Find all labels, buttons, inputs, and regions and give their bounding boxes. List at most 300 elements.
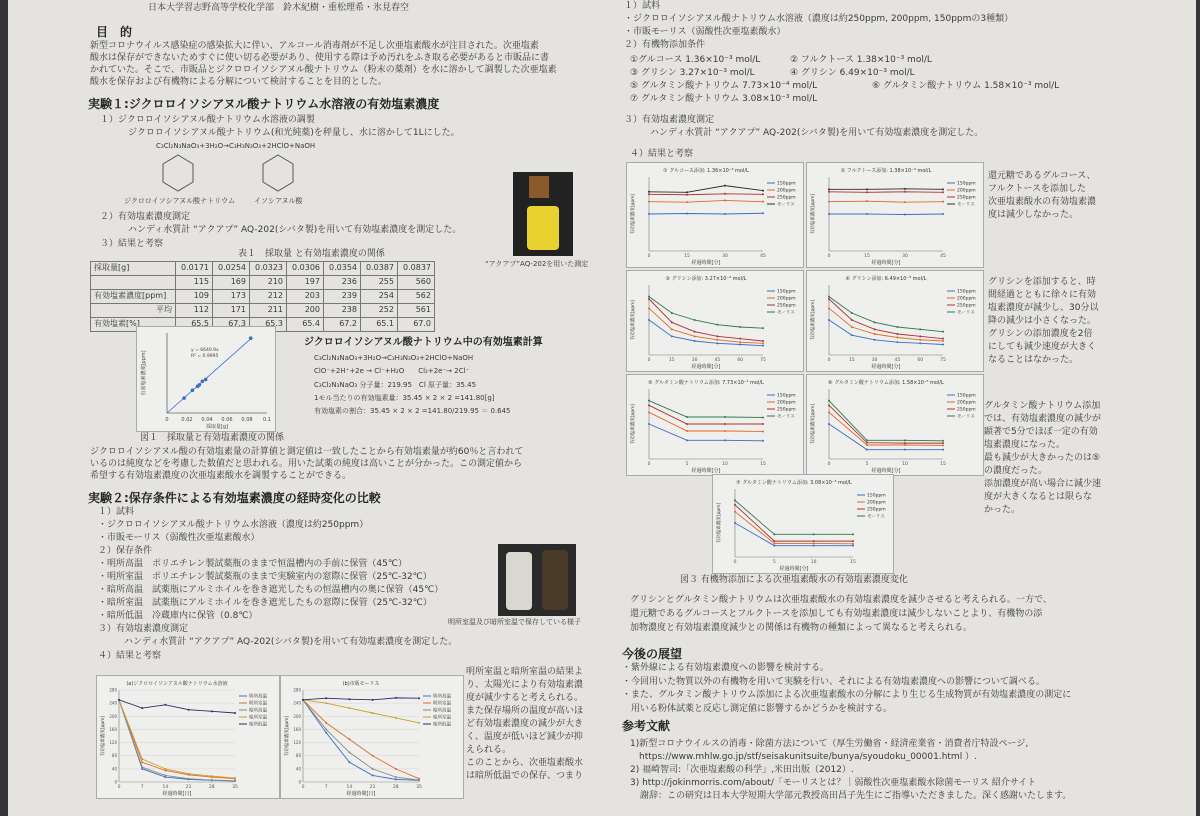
text-line: 顕著で5分でほぼ一定の有効 [984,427,1098,438]
text-line: 次亜塩素酸水の有効塩素濃 [988,197,1097,208]
subheading: ２）保存条件 [98,546,153,557]
x-tick-label: 21 [369,785,376,790]
data-point [762,327,764,329]
x-tick-label: 45 [714,358,721,363]
data-point [942,201,944,203]
list-item: ・今回用いた物質以外の有機物を用いて実験を行い、それによる有効塩素濃度への影響について調べる。 [622,676,1045,687]
y-tick-label: 280 [109,687,117,693]
data-point [648,404,650,406]
data-point [904,439,906,441]
data-point [851,319,853,321]
data-point [942,449,944,451]
x-tick-label: 5 [865,462,869,467]
data-point [866,191,868,193]
data-point [904,201,906,203]
x-tick-label: 35 [232,785,238,790]
text-line: ど有効塩素濃度の減少が大き [466,719,584,730]
data-point [874,321,876,323]
reaction-equation: C₃Cl₂N₃NaO₃+3H₂O→C₃H₃N₃O₃+2HClO+NaOH [156,142,316,150]
exp3-summary [630,594,1100,636]
r-squared-label: R² = 0.9995 [191,354,219,359]
data-point [188,773,190,775]
x-axis-label: 経過時間[分] [691,364,721,370]
exp1-s1: １）ジクロロイソシアヌル酸ナトリウム水溶液の調製 [100,115,315,125]
x-tick-label: 15 [864,254,870,259]
x-tick-label: 10 [810,560,817,565]
table-cell: 212 [250,290,287,304]
exp3-s4: ４）結果と考察 [630,149,694,159]
table-cell: 0.0354 [324,262,361,276]
data-point [942,440,944,442]
data-point [686,423,688,425]
data-point [686,191,688,193]
data-point [773,533,775,535]
fig1-chart [136,326,276,432]
legend-label: モーリス [777,414,795,420]
chart-fructose [806,162,984,268]
exp1-conclusion [90,446,605,482]
data-point [762,423,764,425]
chart-title: ⑤ グルタミン酸ナトリウム添加: 7.73×10⁻⁴ mol/L [648,380,764,386]
data-point [851,326,853,328]
future-list [622,662,1112,716]
x-tick-label: 7 [140,785,144,790]
x-tick-label: 15 [668,358,675,363]
exp1-s1-text: ジクロロイソシアヌル酸ナトリウム(和光純薬)を秤量し、水に溶かして1Lにした。 [128,128,460,138]
legend-label: 250ppm [957,303,976,309]
y-tick-label: 40 [111,766,117,772]
subheading: ３）有効塩素濃度測定 [98,624,189,635]
legend-label: 明所室温 [433,701,451,707]
table-cell: 561 [398,304,435,318]
data-point [671,321,673,323]
list-item: ・また、グルタミン酸ナトリウム添加による次亜塩素酸水の分解により生じる生成物質が有効塩素濃度の測定に [622,690,1072,700]
list-item: ・ジクロロイソシアヌル酸ナトリウム水溶液（濃度は約250ppm） [98,520,369,531]
data-point [866,213,868,215]
chart-title: ② フルクトース添加: 1.38×10⁻³ mol/L [840,168,932,174]
data-point [919,339,921,341]
series-line [649,186,763,193]
calc-line: 1モル当たりの有効塩素量：35.45 × 2 × 2 =141.80[g] [314,393,495,402]
data-point [211,710,213,712]
series-line [649,299,763,341]
series-line [303,700,419,780]
series-line [649,200,763,202]
x-axis-label: 経過時間[分] [871,468,901,474]
x-tick-label: 10 [722,462,728,467]
meter-photo [513,172,573,256]
text-line: いるのは純度などを考慮した数値だと思われる。用いた試薬の純度は高いことが分かった。この測定値から [90,459,523,470]
data-point [904,213,906,215]
legend-label: モーリス [957,202,975,208]
data-point [724,185,726,187]
legend-label: モーリス [777,310,795,316]
data-point [762,440,764,442]
data-point [648,193,650,195]
y-axis-label: 有効塩素濃度[ppm] [141,350,147,396]
x-tick-label: 14 [346,785,353,790]
data-point [762,342,764,344]
text-line: グリシンの添加濃度を2倍 [988,329,1093,340]
series-line [303,700,419,781]
table-cell: 有効塩素濃度[ppm] [91,290,176,304]
data-point [828,404,830,406]
text-line: は暗所低温での保存、つまり [466,771,584,782]
data-point [828,400,830,402]
legend-label: モーリス [957,414,975,420]
text-line: 降の減少は小さくなった。 [988,316,1097,327]
series-line [303,698,419,700]
data-point [418,697,420,699]
data-point [919,342,921,344]
data-point [234,777,236,779]
text-line: 加物濃度と有効塩素濃度減少との関係は有機物の種類によって異なると考えられる。 [630,622,973,633]
calc-line: 有効塩素の割合：35.45 × 2 × 2 =141.80/219.95 ＝ 0.645 [314,407,511,416]
table-cell: 0.0306 [287,262,324,276]
data-point [828,213,830,215]
data-point [671,335,673,337]
condition-item: ①グルコース 1.36×10⁻³ mol/L [630,55,761,65]
future-heading: 今後の展望 [622,647,683,661]
x-tick-label: 35 [416,785,422,790]
data-point [325,702,327,704]
data-point [188,709,190,711]
table-cell: 252 [361,304,398,318]
x-axis-label: 経過時間[分] [779,566,809,572]
legend-label: 200ppm [777,400,796,406]
table-cell: 0.0254 [213,262,250,276]
data-point [896,333,898,335]
table-cell: 562 [398,290,435,304]
list-item: ・明所高温 ポリエチレン製試薬瓶のままで恒温槽内の手前に保管（45℃） [98,559,407,570]
legend-label: 暗所室温 [249,715,267,721]
data-point [724,213,726,215]
legend-label: 250ppm [957,195,976,201]
table-cell: 65.4 [287,318,324,332]
data-point [716,335,718,337]
x-tick-label: 0 [165,417,169,423]
y-tick-label: 160 [109,726,117,732]
text-line: 還元糖であるグルコースとフルクトースを添加しても有効塩素濃度は減少しないことより、有機物の添 [630,608,1043,619]
table-cell: 67.2 [324,318,361,332]
y-axis-label: 有効塩素濃度[ppm] [631,403,636,445]
condition-item: ② フルクトース 1.38×10⁻³ mol/L [790,55,932,65]
data-point [942,442,944,444]
x-tick-label: 30 [722,254,728,259]
data-point [395,697,397,699]
legend-label: 150ppm [957,289,976,295]
series-line [649,401,763,418]
data-point [813,545,815,547]
list-item: ・紫外線による有効塩素濃度への影響を検討する。 [622,663,830,673]
data-point [852,540,854,542]
legend-label: 150ppm [777,181,796,187]
reference-item: 1)新型コロナウイルスの消毒・除菌方法について（厚生労働省・経済産業省・消費者庁特設ページ, [630,739,1029,749]
legend-label: 暗所高温 [249,708,267,714]
x-tick-label: 45 [760,254,766,259]
text-line: 度が減少すると考えられる。 [466,693,584,704]
data-point [418,779,420,781]
y-tick-label: 200 [293,713,301,719]
table-cell: 採取量[g] [91,262,176,276]
list-item: 用いる粉体試薬と反応し測定値に影響するかどうかを検討する。 [622,703,893,714]
data-point [866,188,868,190]
table-cell: 115 [176,276,213,290]
series-line [303,700,419,779]
data-point [141,707,143,709]
data-point [372,712,374,714]
text-line: 還元糖であるグルコース、 [988,171,1096,181]
x-tick-label: 0 [827,358,831,363]
regression-equation: y = 6640.9x [191,348,219,353]
data-point [942,213,944,215]
text-line: なることはなかった。 [988,355,1079,366]
data-point [164,768,166,770]
data-point [648,213,650,215]
data-point [866,442,868,444]
y-axis-label: 有効塩素濃度[ppm] [285,715,290,757]
additive-conditions [630,54,1090,106]
x-tick-label: 0 [647,254,651,259]
series-line [735,505,853,541]
data-point [828,319,830,321]
data-point [648,411,650,413]
table-row [91,304,435,318]
legend-label: 250ppm [867,507,886,513]
data-point [325,722,327,724]
data-point [904,191,906,193]
chart-title: ④ グリシン添加: 6.49×10⁻³ mol/L [845,276,927,282]
data-point [762,193,764,195]
list-item: ハンディ水質計 “アクアプ” AQ-202(シバタ製)を用いて有効塩素濃度を測定した。 [124,637,458,648]
data-point [686,430,688,432]
data-point [686,201,688,203]
series-line [649,424,763,441]
table-cell: 有効塩素[%] [91,318,176,332]
series-line [829,424,943,450]
text-line: では、有効塩素濃度の減少が [984,414,1102,425]
data-point [686,194,688,196]
table-row [91,262,435,276]
x-tick-label: 5 [772,560,776,565]
text-line: えられる。 [466,745,512,756]
series-line [735,512,853,544]
data-point [896,337,898,339]
text-line: 新型コロナウイルス感染症の感染拡大に伴い、アルコール消毒剤が不足し次亜塩素酸水が注目された。次亜塩素 [90,41,539,51]
x-tick-label: 15 [850,560,856,565]
legend-label: 150ppm [777,393,796,399]
chart-glycine-2 [806,270,984,372]
data-point [852,545,854,547]
y-tick-label: 280 [293,687,301,693]
x-tick-label: 15 [848,358,855,363]
legend-label: 250ppm [777,195,796,201]
data-point [325,728,327,730]
condition-item: ⑦ グルタミン酸ナトリウム 3.08×10⁻³ mol/L [630,94,818,105]
data-point [694,335,696,337]
series-line [735,500,853,534]
x-tick-label: 30 [691,358,698,363]
refs-list [630,738,1110,803]
table1 [90,261,435,332]
data-point [866,439,868,441]
data-point [648,423,650,425]
data-point [724,416,726,418]
text-line: グリシンとグルタミン酸ナトリウムは次亜塩素酸水の有効塩素濃度を減少させると考えられる。一方で、 [630,595,1052,605]
data-point [904,188,906,190]
series-line [829,405,943,443]
text-line: 度が大きくなるとは限らな [984,492,1093,503]
y-axis-label: 有効塩素濃度[ppm] [811,403,816,445]
data-point [739,338,741,340]
note-glutamate [984,400,1101,517]
data-point [942,344,944,346]
exp1-s3: ３）結果と考察 [100,239,164,249]
series-line [829,201,943,202]
data-point [739,326,741,328]
x-axis-label: 経過時間[分] [871,260,901,266]
data-point [164,774,166,776]
x-tick-label: 15 [940,462,946,467]
legend-label: 明所高温 [249,694,267,700]
text-line: また保存場所の温度が高いほ [466,706,584,717]
table-cell: 0.0171 [176,262,213,276]
table-cell: 560 [398,276,435,290]
data-point [249,336,253,340]
table-cell: 平均 [91,304,176,318]
data-point [866,449,868,451]
series-line [649,297,763,329]
data-point [896,326,898,328]
x-tick-label: 0 [733,560,737,565]
y-tick-label: 80 [111,753,117,759]
label-isocyanuric-acid: イソシアヌル酸 [254,197,303,205]
calc-title: ジクロロイソシアヌル酸ナトリウム中の有効塩素計算 [304,337,543,348]
fig1-caption: 図１ 採取量と有効塩素濃度の関係 [140,433,285,443]
data-point [762,430,764,432]
fig3-caption: 図３ 有機物添加による次亜塩素酸水の有効塩素濃度変化 [680,575,908,585]
series-line [649,308,763,343]
data-point [234,712,236,714]
data-point [188,778,190,780]
data-point [395,717,397,719]
legend-label: 暗所高温 [433,708,451,714]
data-point [866,444,868,446]
data-point [773,540,775,542]
subheading: ４）結果と考察 [98,650,162,661]
data-point [942,191,944,193]
table-cell: 0.0837 [398,262,435,276]
data-point [734,499,736,501]
table-cell: 65.5 [176,318,213,332]
data-point [234,780,236,782]
legend-label: 150ppm [957,181,976,187]
legend-label: 200ppm [777,188,796,194]
table-cell: 109 [176,290,213,304]
foil-bottle [542,550,568,610]
table-cell: 65.3 [250,318,287,332]
y-tick-label: 0 [298,779,301,785]
calc-line: C₃Cl₂N₃NaO₃+3H₂O→C₃H₃N₃O₃+2HClO+NaOH [314,354,474,362]
legend-label: 明所高温 [433,694,451,700]
x-tick-label: 21 [185,785,192,790]
table-cell: 200 [287,304,324,318]
data-point [395,778,397,780]
text-line: 酸水を保存および有機物による分解について検討することを目的とした。 [90,77,387,88]
table-cell: 173 [213,290,250,304]
data-point [211,775,213,777]
authors: 日本大学習志野高等学校化学部 鈴木紀樹・重松理希・氷見春空 [148,3,410,13]
data-point [919,335,921,337]
table-cell: 169 [213,276,250,290]
meter-body [527,206,559,250]
table-cell: 67.0 [398,318,435,332]
legend-label: 150ppm [957,393,976,399]
legend-label: 200ppm [867,500,886,506]
chart-title: (a)ジクロロイソシアヌル酸ナトリウム水溶液 [126,681,228,687]
data-point [372,755,374,757]
x-tick-label: 75 [940,358,946,363]
text-line: 希望する有効塩素濃度の次亜塩素酸水を調製することができる。 [90,471,352,482]
x-tick-label: 0 [117,785,121,790]
data-point [716,339,718,341]
x-tick-label: 0 [301,785,305,790]
data-point [942,331,944,333]
legend-label: 200ppm [777,296,796,302]
table-cell: 254 [361,290,398,304]
x-tick-label: 45 [940,254,946,259]
exp1-heading: 実験１:ジクロロイソシアヌル酸ナトリウム水溶液の有効塩素濃度 [88,97,440,111]
white-bottle [506,552,532,610]
data-point [874,339,876,341]
data-point [724,193,726,195]
data-point [904,444,906,446]
data-point [648,319,650,321]
legend-label: モーリス [957,310,975,316]
table-cell: 112 [176,304,213,318]
data-point [182,396,186,400]
calc-block [314,352,511,418]
condition-item: ⑤ グルタミン酸ナトリウム 7.73×10⁻⁴ mol/L [630,81,818,92]
data-point [302,699,304,701]
data-point [211,779,213,781]
list-item: ・明所室温 ポリエチレン製試薬瓶のままで実験室内の窓際に保管（25℃-32℃） [98,572,432,583]
text-line: り、太陽光により有効塩素濃 [466,680,584,691]
data-point [648,201,650,203]
text-line: 明所室温と暗所室温の結果よ [466,667,584,677]
data-point [851,334,853,336]
text-line: 度は減少しなかった。 [988,210,1079,221]
y-tick-label: 240 [109,700,117,706]
y-tick-label: 120 [293,740,301,746]
y-axis-label: 有効塩素濃度[ppm] [717,502,722,544]
data-point [724,423,726,425]
data-point [942,338,944,340]
x-tick-label: 14 [162,785,169,790]
data-point [395,776,397,778]
data-point [762,340,764,342]
text-line: フルクトースを添加した [988,184,1087,195]
table-cell: 210 [250,276,287,290]
exp2-conditions [98,506,457,663]
list-item: ・市販モーリス（弱酸性次亜塩素酸水） [98,533,260,544]
table-cell: 255 [361,276,398,290]
chart-title: ⑥ グルタミン酸ナトリウム添加: 1.58×10⁻³ mol/L [828,380,944,386]
list-item: ハンディ水質計 “アクアプ” AQ-202(シバタ製)を用いて有効塩素濃度を測定した。 [650,128,984,139]
data-point [348,707,350,709]
data-point [671,328,673,330]
data-point [866,200,868,202]
